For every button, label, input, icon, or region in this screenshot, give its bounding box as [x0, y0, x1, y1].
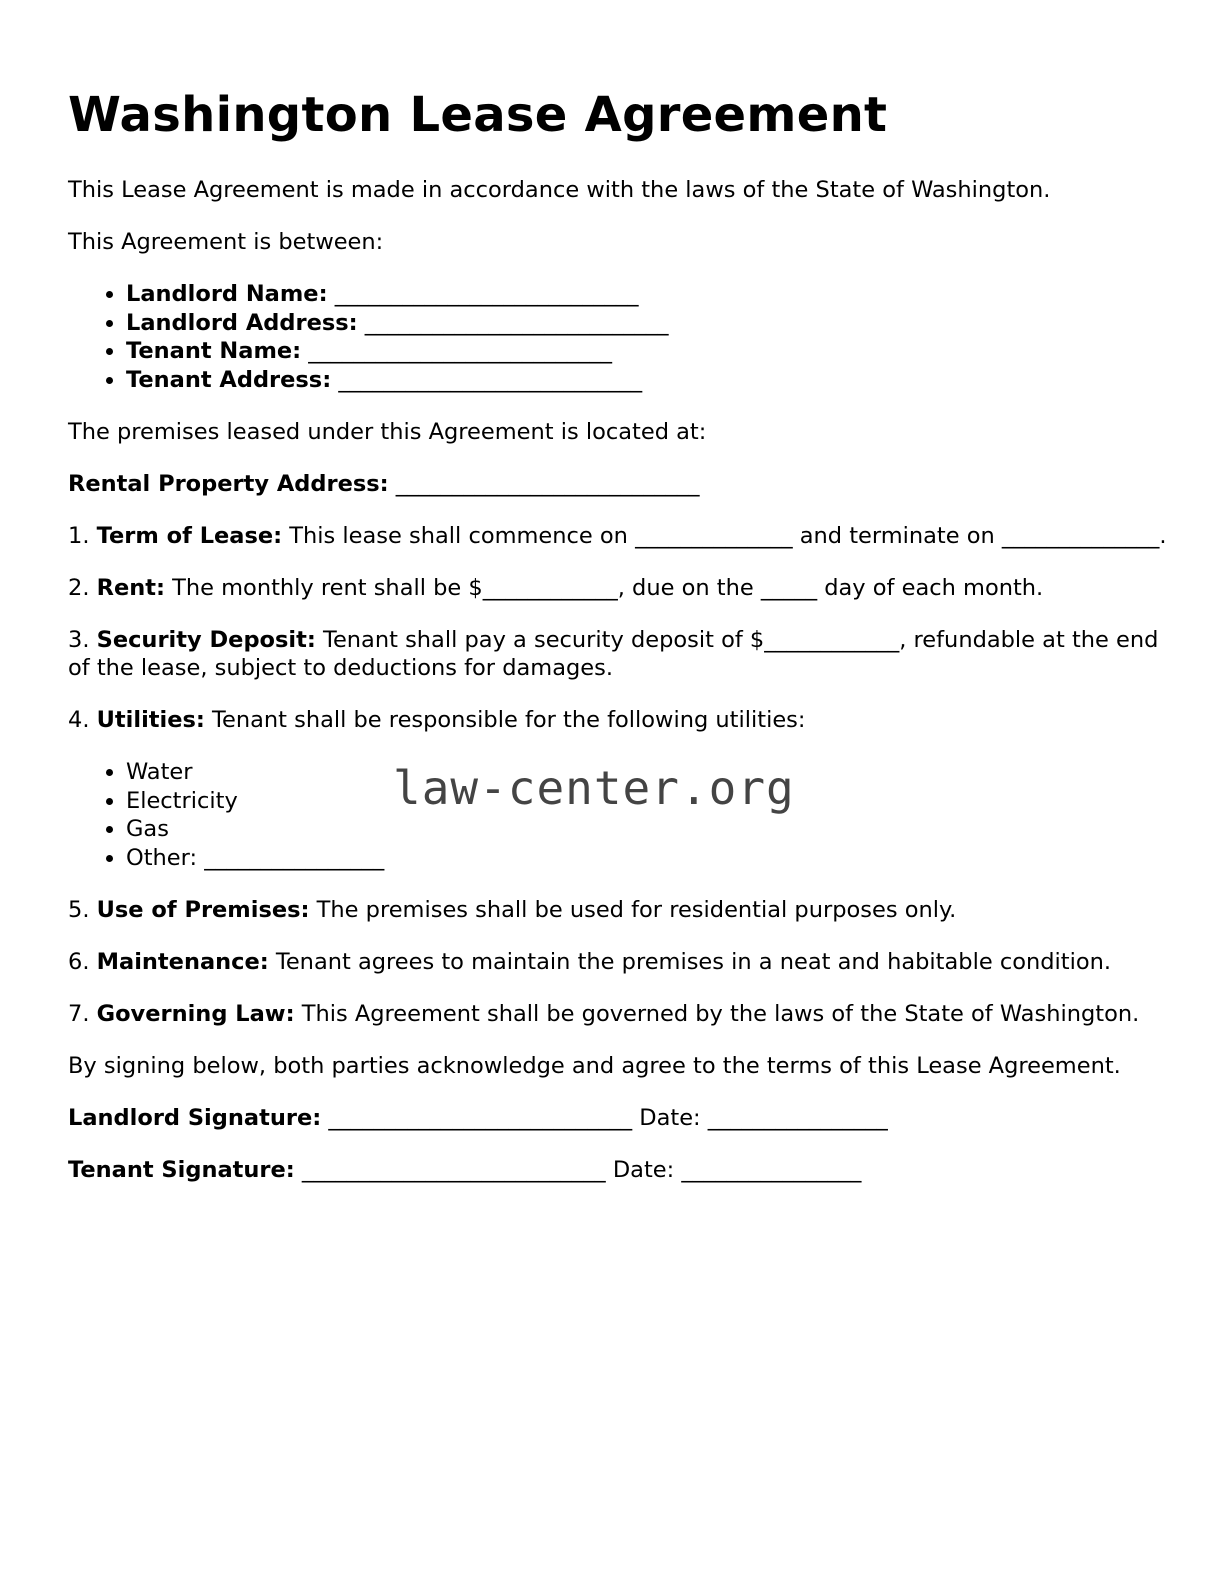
clause-text: Tenant agrees to maintain the premises in a neat and habitable condition. [268, 949, 1111, 975]
clause-label: Maintenance: [96, 949, 269, 975]
clause-number: 2. [68, 575, 97, 601]
watermark: law-center.org [393, 761, 795, 815]
tenant-address-label: Tenant Address: [126, 366, 332, 393]
tenant-address-blank: ___________________________ [331, 366, 643, 393]
list-item [126, 309, 1168, 338]
landlord-name-label: Landlord Name: [126, 281, 328, 307]
clause-label: Security Deposit: [96, 627, 316, 653]
list-item: • Other: ________________ [126, 844, 1168, 873]
landlord-name-blank: ___________________________ [327, 281, 639, 307]
clause-utilities [68, 706, 1168, 734]
clause-label: Utilities: [96, 707, 205, 733]
clause-text: Tenant shall pay a security deposit of $____________, refundable at the end of the lease, subject to deductions for damages. [68, 627, 1159, 681]
list-item [126, 280, 1168, 309]
acknowledgement: By signing below, both parties acknowledge and agree to the terms of this Lease Agreement. [68, 1053, 1121, 1079]
list-item: • Electricity [126, 787, 1168, 816]
clause-label: Rent: [96, 575, 165, 601]
between-paragraph: This Agreement is between: [68, 229, 384, 255]
clause-governing-law [68, 1000, 1168, 1028]
clause-label: Use of Premises: [96, 897, 310, 923]
rental-property-label: Rental Property Address: [68, 471, 389, 497]
tenant-signature-blank: ___________________________ Date: ________________ [294, 1157, 862, 1183]
clause-label: Governing Law: [96, 1001, 295, 1027]
clause-text: This Agreement shall be governed by the laws of the State of Washington. [294, 1001, 1140, 1027]
tenant-signature-line [68, 1156, 1168, 1184]
premises-intro: The premises leased under this Agreement is located at: [68, 419, 707, 445]
clause-term [68, 522, 1168, 550]
clause-number: 1. [68, 523, 97, 549]
landlord-address-blank: ___________________________ [357, 309, 669, 336]
tenant-signature-label: Tenant Signature: [68, 1157, 295, 1183]
lease-document [68, 86, 1168, 1208]
clause-security-deposit [68, 626, 1168, 682]
list-item [126, 366, 1168, 395]
document-title: Washington Lease Agreement [68, 87, 888, 143]
clause-number: 6. [68, 949, 97, 975]
landlord-address-label: Landlord Address: [126, 309, 358, 336]
landlord-signature-line [68, 1104, 1168, 1132]
list-item [126, 337, 1168, 366]
landlord-signature-label: Landlord Signature: [68, 1105, 322, 1131]
list-item: • Water [126, 758, 1168, 787]
clause-text: The premises shall be used for residential purposes only. [309, 897, 957, 923]
clause-text: This lease shall commence on ______________ and terminate on ______________. [282, 523, 1167, 549]
clause-number: 4. [68, 707, 97, 733]
clause-number: 3. [68, 627, 97, 653]
list-item: • Gas [126, 815, 1168, 844]
rental-property-blank: ___________________________ [388, 471, 700, 497]
rental-property-line [68, 470, 1168, 498]
clause-number: 7. [68, 1001, 97, 1027]
tenant-name-label: Tenant Name: [126, 338, 302, 364]
clause-rent [68, 574, 1168, 602]
clause-text: The monthly rent shall be $____________, due on the _____ day of each month. [164, 575, 1044, 601]
clause-label: Term of Lease: [96, 523, 283, 549]
tenant-name-blank: ___________________________ [301, 338, 613, 364]
parties-list [68, 280, 1168, 394]
intro-paragraph: This Lease Agreement is made in accordance with the laws of the State of Washington. [68, 177, 1051, 203]
clause-text: Tenant shall be responsible for the following utilities: [204, 707, 806, 733]
clause-number: 5. [68, 897, 97, 923]
clause-use-of-premises [68, 896, 1168, 924]
landlord-signature-blank: ___________________________ Date: ________________ [321, 1105, 888, 1131]
clause-maintenance [68, 948, 1168, 976]
